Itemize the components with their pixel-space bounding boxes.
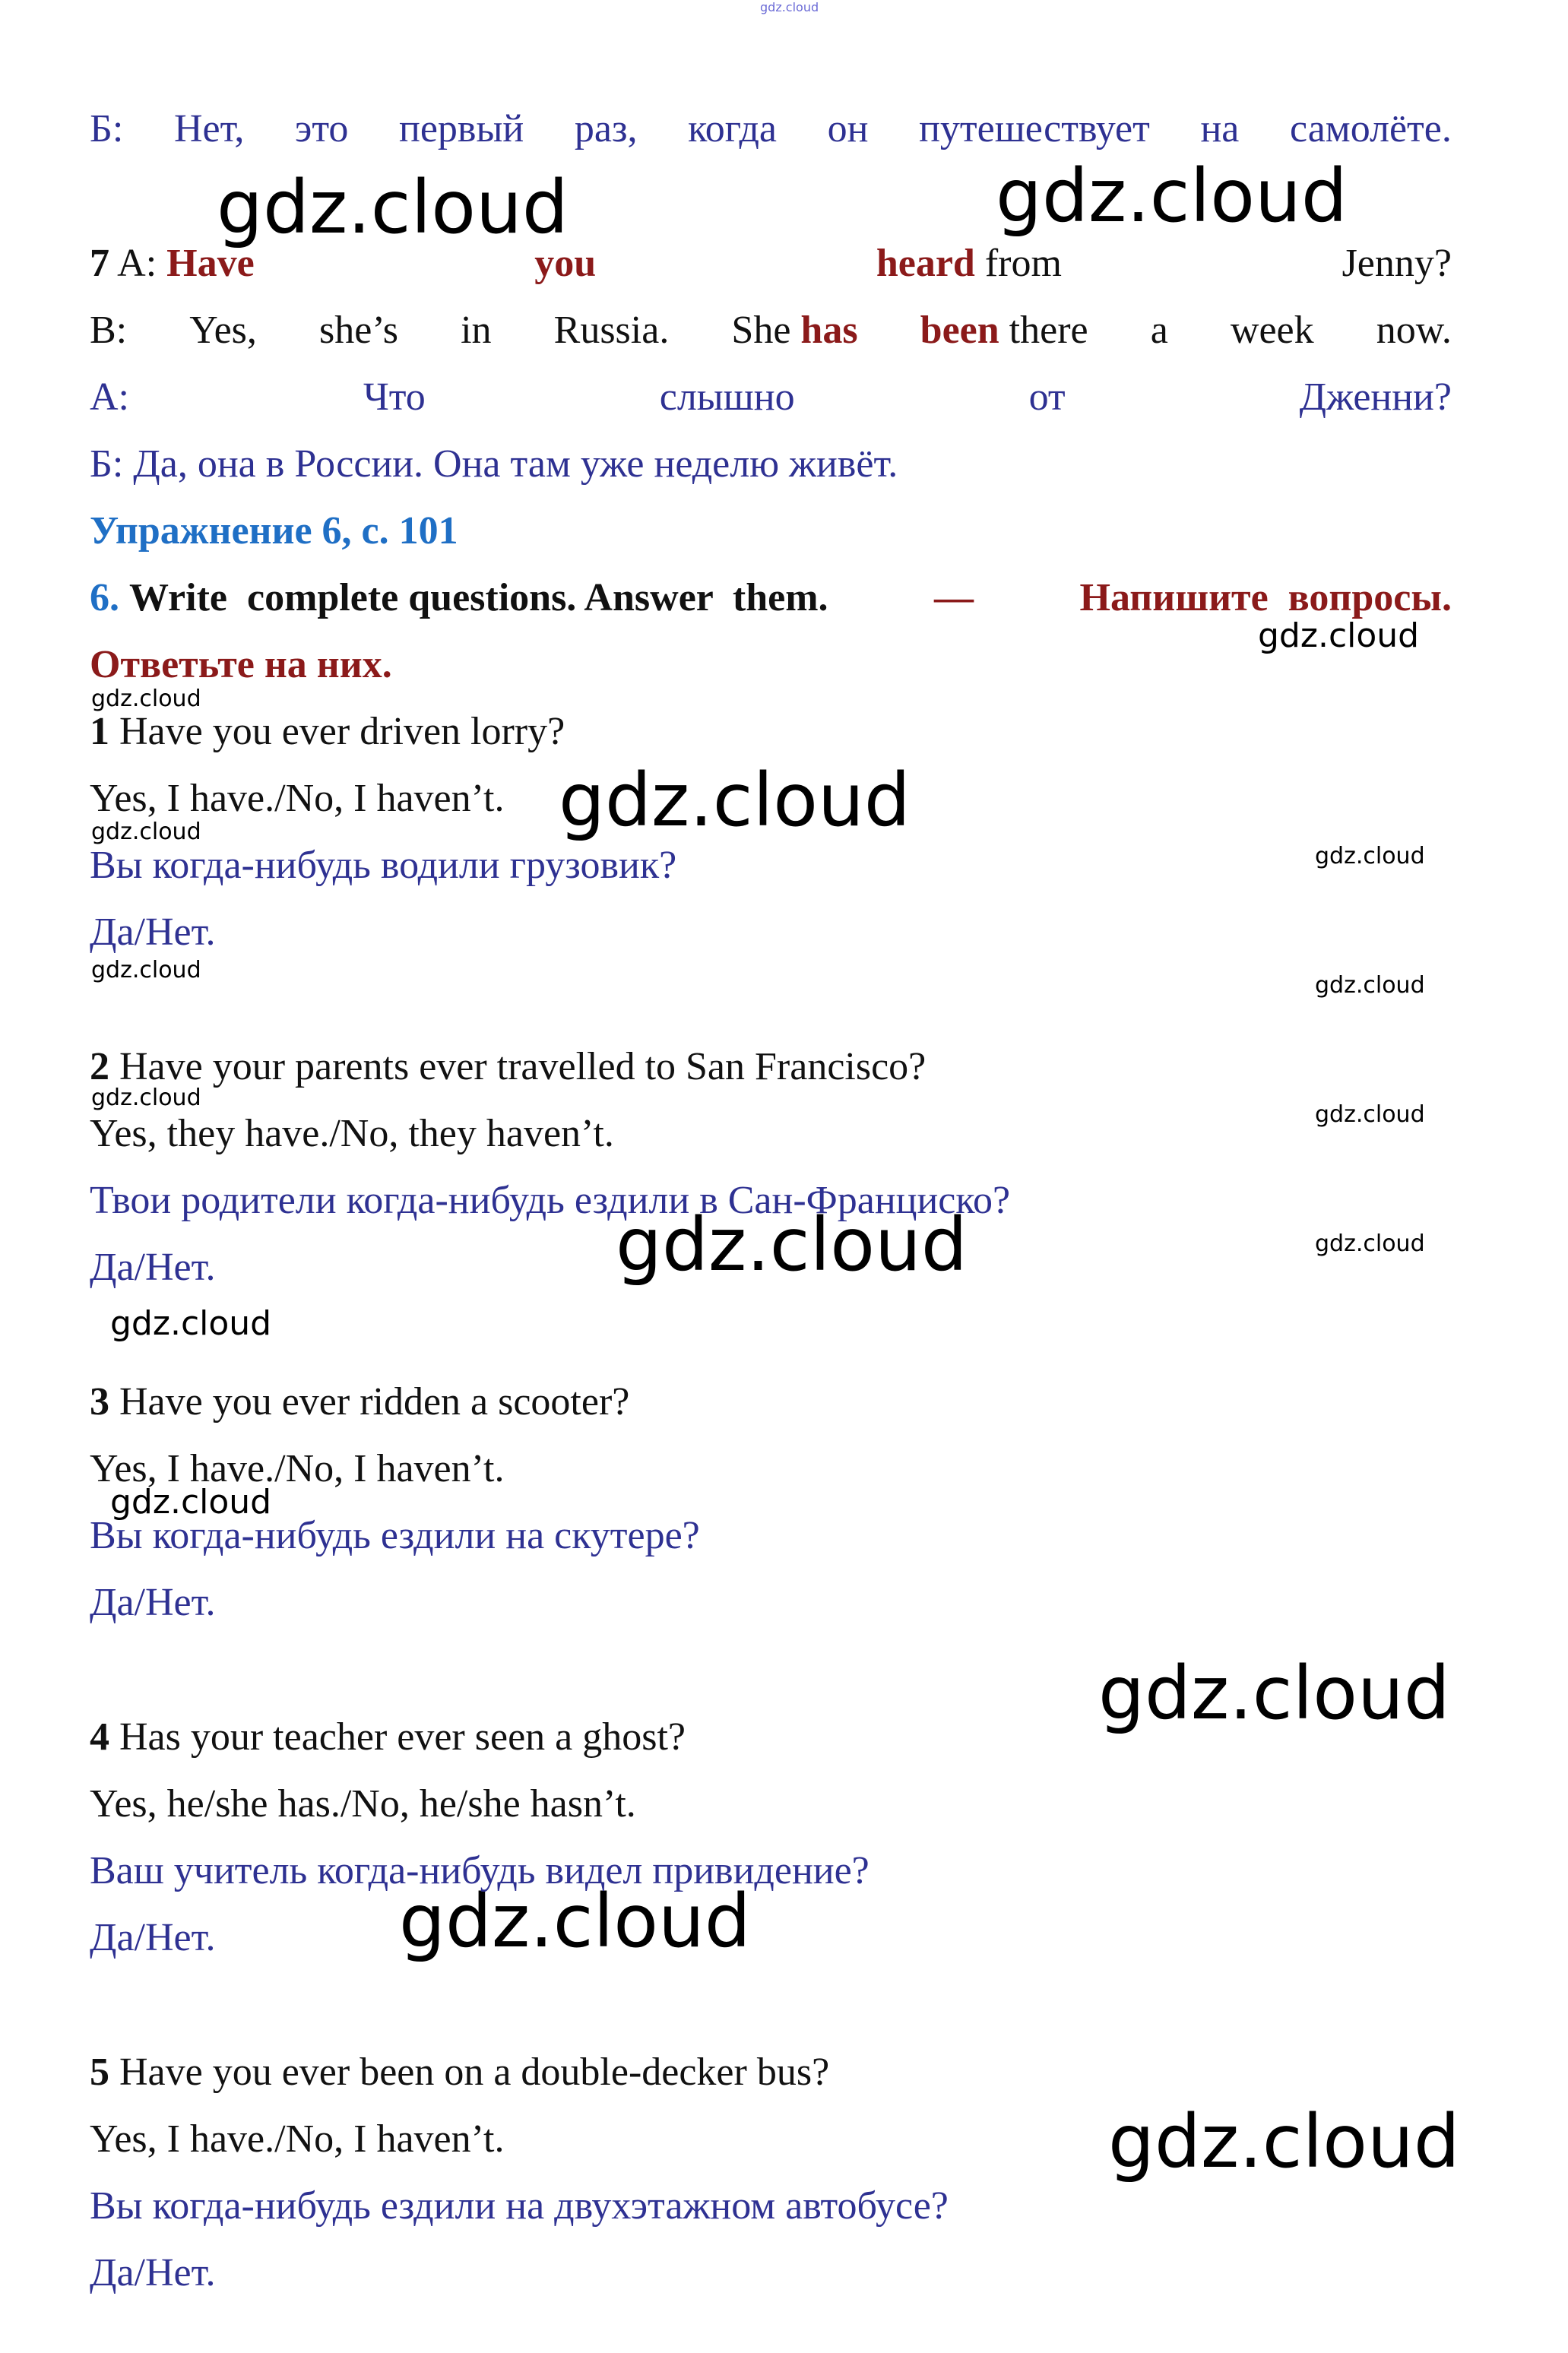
watermark: gdz.cloud (217, 165, 569, 250)
watermark: gdz.cloud (1315, 1230, 1425, 1257)
watermark: gdz.cloud (399, 1879, 751, 1964)
item-number: 5 (90, 2051, 109, 2094)
watermark: gdz.cloud (91, 957, 201, 983)
question-5: 5 Have you ever been on a double-decker bus? (90, 2051, 830, 2094)
question-2: 2 Have your parents ever travelled to San Francisco? (90, 1045, 927, 1088)
watermark: gdz.cloud (996, 154, 1348, 239)
item-number: 1 (90, 710, 109, 753)
question-3: 3 Have you ever ridden a scooter? (90, 1380, 630, 1424)
dialogue-7a-english: 7 A: Have you heard from Jenny? (90, 242, 1452, 285)
item-number: 4 (90, 1715, 109, 1759)
watermark: gdz.cloud (616, 1202, 968, 1287)
exercise-instruction-cont: Ответьте на них. (90, 643, 392, 686)
answer-ru-4: Да/Нет. (90, 1916, 216, 1959)
answer-ru-2: Да/Нет. (90, 1246, 216, 1289)
dialogue-b6-russian: Б: Нет, это первый раз, когда он путешествует на самолёте. (90, 107, 1452, 150)
watermark: gdz.cloud (1258, 616, 1420, 655)
watermark: gdz.cloud (1108, 2099, 1460, 2184)
translation-3: Вы когда-нибудь ездили на скутере? (90, 1514, 700, 1557)
watermark: gdz.cloud (110, 1483, 272, 1522)
answer-ru-5: Да/Нет. (90, 2251, 216, 2294)
answer-ru-1: Да/Нет. (90, 910, 216, 954)
exercise-instruction: 6. Write complete questions. Answer them. — Напишите вопросы. (90, 576, 1452, 619)
translation-1: Вы когда-нибудь водили грузовик? (90, 844, 677, 887)
answer-2: Yes, they have./No, they haven’t. (90, 1112, 614, 1155)
watermark: gdz.cloud (1315, 843, 1425, 869)
answer-1: Yes, I have./No, I haven’t. (90, 777, 505, 820)
answer-5: Yes, I have./No, I haven’t. (90, 2117, 505, 2161)
question-1: 1 Have you ever driven lorry? (90, 710, 565, 753)
answer-4: Yes, he/she has./No, he/she hasn’t. (90, 1782, 636, 1826)
watermark: gdz.cloud (91, 686, 201, 712)
translation-5: Вы когда-нибудь ездили на двухэтажном автобусе? (90, 2184, 949, 2228)
translation-2: Твои родители когда-нибудь ездили в Сан-Франциско? (90, 1179, 1011, 1222)
translation-4: Ваш учитель когда-нибудь видел привидение? (90, 1849, 870, 1892)
watermark: gdz.cloud (760, 0, 819, 14)
item-number: 3 (90, 1380, 109, 1424)
watermark: gdz.cloud (1098, 1651, 1450, 1736)
dialogue-7b-russian: Б: Да, она в России. Она там уже неделю живёт. (90, 442, 898, 486)
watermark: gdz.cloud (559, 758, 911, 843)
item-number: 7 (90, 242, 109, 285)
answer-3: Yes, I have./No, I haven’t. (90, 1447, 505, 1490)
answer-ru-3: Да/Нет. (90, 1581, 216, 1624)
watermark: gdz.cloud (91, 819, 201, 845)
watermark: gdz.cloud (1315, 1101, 1425, 1128)
question-4: 4 Has your teacher ever seen a ghost? (90, 1715, 686, 1759)
watermark: gdz.cloud (110, 1304, 272, 1343)
exercise-heading: Упражнение 6, с. 101 (90, 509, 458, 553)
watermark: gdz.cloud (1315, 972, 1425, 999)
watermark: gdz.cloud (91, 1085, 201, 1111)
dialogue-7a-russian: А: Что слышно от Дженни? (90, 375, 1452, 419)
dialogue-7b-english: B: Yes, she’s in Russia. She has been there a week now. (90, 309, 1452, 352)
item-number: 2 (90, 1045, 109, 1088)
